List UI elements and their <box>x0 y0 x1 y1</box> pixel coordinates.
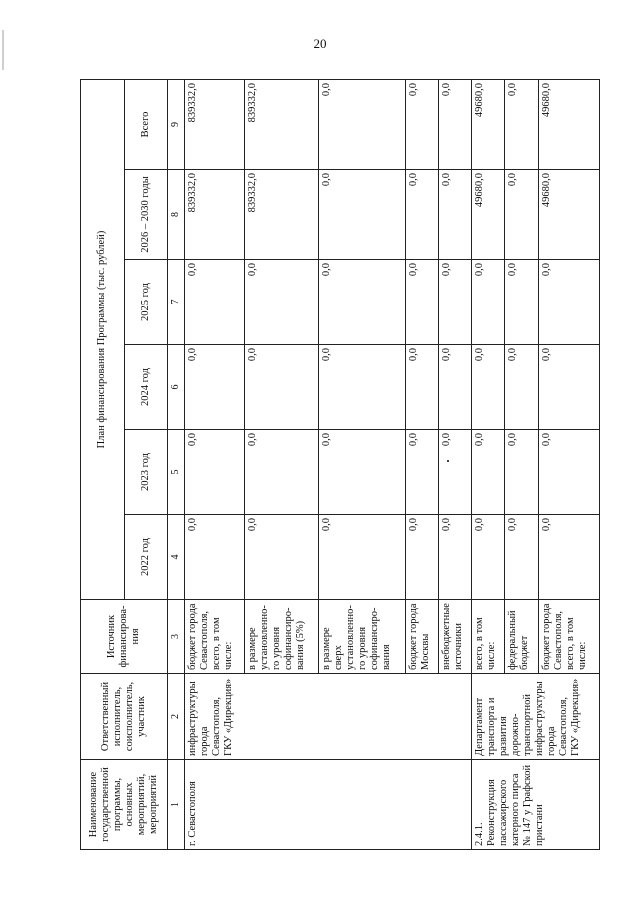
rotated-table-container <box>80 80 600 850</box>
value-cell: 0,0 <box>505 260 538 345</box>
source-cell: бюджет города Москвы <box>405 600 438 674</box>
value-cell: 0,0 <box>505 79 538 169</box>
source-cell: в размере сверх установленно-го уровня софинансиро-вания <box>318 600 405 674</box>
value-cell: 0,0 <box>471 260 504 345</box>
header-years-2026-2030: 2026 – 2030 годы <box>124 170 168 260</box>
value-cell: 49680,0 <box>538 170 599 260</box>
header-year-2024: 2024 год <box>124 345 168 430</box>
value-cell: 0,0 <box>405 515 438 600</box>
source-cell: в размере установленно-го уровня софинансиро-вания (5%) <box>244 600 318 674</box>
scan-speck <box>447 460 449 462</box>
index-cell: 4 <box>168 515 184 600</box>
value-text: 0,0 <box>440 433 452 447</box>
value-cell <box>438 430 471 515</box>
header-plan-group: План финансирования Программы (тыс. рублей) <box>81 79 125 599</box>
value-cell: 0,0 <box>405 79 438 169</box>
index-row <box>168 79 184 849</box>
source-cell: федеральный бюджет <box>505 600 538 674</box>
value-cell: 0,0 <box>471 430 504 515</box>
value-cell: 0,0 <box>471 515 504 600</box>
program-name-cell: 2.4.1. Реконструкция пассажирского катерного пирса № 147 у Графской пристани <box>471 760 599 850</box>
value-cell: 0,0 <box>505 170 538 260</box>
value-cell: 49680,0 <box>538 79 599 169</box>
header-executor: Ответственный исполнитель, соисполнитель, участник <box>81 674 168 760</box>
value-cell: 839332,0 <box>184 79 244 169</box>
value-cell: 0,0 <box>244 430 318 515</box>
value-cell: 0,0 <box>405 430 438 515</box>
value-cell: 0,0 <box>405 260 438 345</box>
value-cell: 0,0 <box>505 515 538 600</box>
value-cell: 0,0 <box>405 170 438 260</box>
value-cell: 0,0 <box>505 345 538 430</box>
value-cell: 839332,0 <box>244 170 318 260</box>
value-cell: 0,0 <box>318 430 405 515</box>
index-cell: 9 <box>168 79 184 169</box>
header-year-2023: 2023 год <box>124 430 168 515</box>
header-row-1 <box>81 79 125 849</box>
value-cell: 0,0 <box>438 79 471 169</box>
value-cell: 0,0 <box>318 345 405 430</box>
value-cell: 0,0 <box>538 515 599 600</box>
program-name-cell: г. Севастополя <box>184 760 471 850</box>
financing-table <box>80 79 600 850</box>
value-cell: 839332,0 <box>184 170 244 260</box>
source-cell: бюджет города Севастополя, всего, в том числе: <box>538 600 599 674</box>
value-cell: 0,0 <box>538 345 599 430</box>
value-cell: 0,0 <box>438 515 471 600</box>
header-name: Наименование государственной программы, основных мероприятий, мероприятий <box>81 760 168 850</box>
page-number: 20 <box>313 36 327 51</box>
value-cell: 0,0 <box>184 345 244 430</box>
value-cell: 0,0 <box>438 260 471 345</box>
value-cell: 0,0 <box>318 170 405 260</box>
value-cell: 0,0 <box>538 260 599 345</box>
value-cell: 49680,0 <box>471 79 504 169</box>
table-row <box>184 79 244 849</box>
value-cell: 0,0 <box>244 515 318 600</box>
index-cell: 1 <box>168 760 184 850</box>
value-cell: 0,0 <box>405 345 438 430</box>
header-year-2025: 2025 год <box>124 260 168 345</box>
value-cell: 49680,0 <box>471 170 504 260</box>
value-cell: 839332,0 <box>244 79 318 169</box>
scan-edge-mark <box>2 30 4 70</box>
index-cell: 8 <box>168 170 184 260</box>
value-cell: 0,0 <box>318 79 405 169</box>
value-cell: 0,0 <box>318 515 405 600</box>
header-year-2022: 2022 год <box>124 515 168 600</box>
executor-cell: Департамент транспорта и развития дорожно-транспортной инфраструктуры города Севастополя, ГКУ «Дирекция» <box>471 674 599 760</box>
executor-cell: инфраструктуры города Севастополя, ГКУ «Дирекция» <box>184 674 471 760</box>
index-cell: 7 <box>168 260 184 345</box>
value-cell: 0,0 <box>505 430 538 515</box>
header-total: Всего <box>124 79 168 169</box>
header-source: Источник финансирова-ния <box>81 600 168 674</box>
table-row <box>471 79 504 849</box>
value-cell: 0,0 <box>244 260 318 345</box>
value-cell: 0,0 <box>184 515 244 600</box>
index-cell: 3 <box>168 600 184 674</box>
value-cell: 0,0 <box>438 345 471 430</box>
index-cell: 5 <box>168 430 184 515</box>
value-cell: 0,0 <box>184 260 244 345</box>
index-cell: 6 <box>168 345 184 430</box>
source-cell: всего, в том числе: <box>471 600 504 674</box>
value-cell: 0,0 <box>438 170 471 260</box>
index-cell: 2 <box>168 674 184 760</box>
source-cell: внебюджетные источники <box>438 600 471 674</box>
source-cell: бюджет города Севастополя, всего, в том числе: <box>184 600 244 674</box>
value-cell: 0,0 <box>184 430 244 515</box>
value-cell: 0,0 <box>471 345 504 430</box>
value-cell: 0,0 <box>538 430 599 515</box>
value-cell: 0,0 <box>318 260 405 345</box>
value-cell: 0,0 <box>244 345 318 430</box>
